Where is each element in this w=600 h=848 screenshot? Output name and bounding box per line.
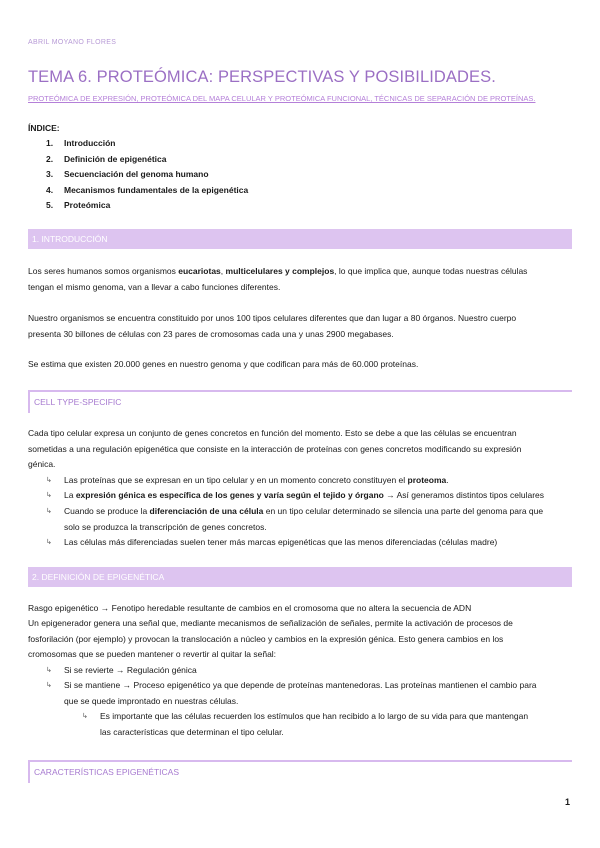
bullet-arrow-icon: ↳	[46, 508, 52, 515]
index-item: 4. Mecanismos fundamentales de la epigenética	[46, 184, 249, 195]
cell-paragraph: Cada tipo celular expresa un conjunto de genes concretos en función del momento. Esto se debe a que las células se encuentran sometidas a una regulación epigenética que consiste en la interacción de proteínas con genes concretos modificando su expresión génica.	[28, 428, 522, 469]
section-heading-epigenetica: 2. DEFINICIÓN DE EPIGENÉTICA	[28, 567, 572, 587]
index-label: ÍNDICE:	[28, 123, 60, 133]
document-title: TEMA 6. PROTEÓMICA: PERSPECTIVAS Y POSIBILIDADES.	[28, 68, 496, 86]
bullet-arrow-icon: ↳	[46, 667, 52, 674]
index-item: 2. Definición de epigenética	[46, 153, 167, 164]
intro-paragraph-1: Los seres humanos somos organismos eucariotas, multicelulares y complejos, lo que implica que, aunque todas nuestras células tengan el mismo genoma, van a llevar a cabo funciones diferentes.	[28, 266, 528, 292]
epi-paragraph-2: Un epigenerador genera una señal que, mediante mecanismos de señalización de señales, permite la activación de procesos de fosforilación (por ejemplo) y provocan la translocación a núcleo y cambios en la expresión génica. Esto genera cambios en los cromosomas que se pueden mantener o revertir al quitar la señal:	[28, 618, 513, 659]
bullet-arrow-icon: ↳	[82, 713, 88, 720]
page-number: 1	[564, 797, 570, 807]
cell-bullet-3: ↳ Cuando se produce la diferenciación de una célula en un tipo celular determinado se silencia una parte del genoma para que solo se produzca la transcripción de genes concretos.	[46, 506, 544, 532]
section-heading-introduccion: 1. INTRODUCCIÓN	[28, 229, 572, 249]
cell-bullet-1: ↳ Las proteínas que se expresan en un tipo celular y en un momento concreto constituyen el proteoma.	[64, 473, 449, 489]
index-item: 5. Proteómica	[46, 200, 111, 210]
intro-paragraph-3: Se estima que existen 20.000 genes en nuestro genoma y que codifican para más de 60.000 proteínas.	[28, 359, 419, 369]
author-name: ABRIL MOYANO FLORES	[28, 39, 117, 46]
intro-paragraph-2: Nuestro organismos se encuentra constituido por unos 100 tipos celulares diferentes que dan lugar a 80 órganos. Nuestro cuerpo presenta 30 billones de células con 23 pares de cromosomas cada una y unas 2900 megabases.	[28, 313, 517, 339]
index-item: 3. Secuenciación del genoma humano	[46, 169, 209, 179]
document-subtitle: PROTEÓMICA DE EXPRESIÓN, PROTEÓMICA DEL MAPA CELULAR Y PROTEÓMICA FUNCIONAL, TÉCNICAS DE SEPARACIÓN DE PROTEÍNAS.	[28, 94, 536, 103]
bullet-arrow-icon: ↳	[46, 682, 52, 689]
epi-bullet-1: ↳ Si se revierte → Regulación génica	[64, 663, 197, 679]
cell-bullet-2: ↳ La expresión génica es específica de los genes y varía según el tejido y órgano → Así generamos distintos tipos celulares	[64, 488, 544, 504]
bullet-arrow-icon: ↳	[46, 477, 52, 484]
cell-bullet-4: ↳ Las células más diferenciadas suelen tener más marcas epigenéticas que las menos diferenciadas (células madre)	[64, 535, 497, 551]
index-list	[46, 138, 248, 216]
subsection-heading-caracteristicas: CARACTERÍSTICAS EPIGENÉTICAS	[28, 760, 572, 783]
bullet-arrow-icon: ↳	[46, 492, 52, 499]
epi-paragraph-1: Rasgo epigenético → Fenotipo heredable resultante de cambios en el cromosoma que no altera la secuencia de ADN	[28, 603, 472, 613]
bullet-arrow-icon: ↳	[46, 539, 52, 546]
subsection-heading-cell-type-specific: CELL TYPE-SPECIFIC	[28, 390, 572, 413]
epi-bullet-2: ↳ Si se mantiene → Proceso epigenético ya que depende de proteínas mantenedoras. Las proteínas mantienen el cambio para que se quede improntado en nuestras células.	[46, 680, 537, 706]
index-item: 1. Introducción	[46, 138, 116, 148]
epi-sub-bullet-1: ↳ Es importante que las células recuerden los estímulos que han recibido a lo largo de su vida para que mantengan las características que determinan el tipo celular.	[82, 711, 529, 737]
